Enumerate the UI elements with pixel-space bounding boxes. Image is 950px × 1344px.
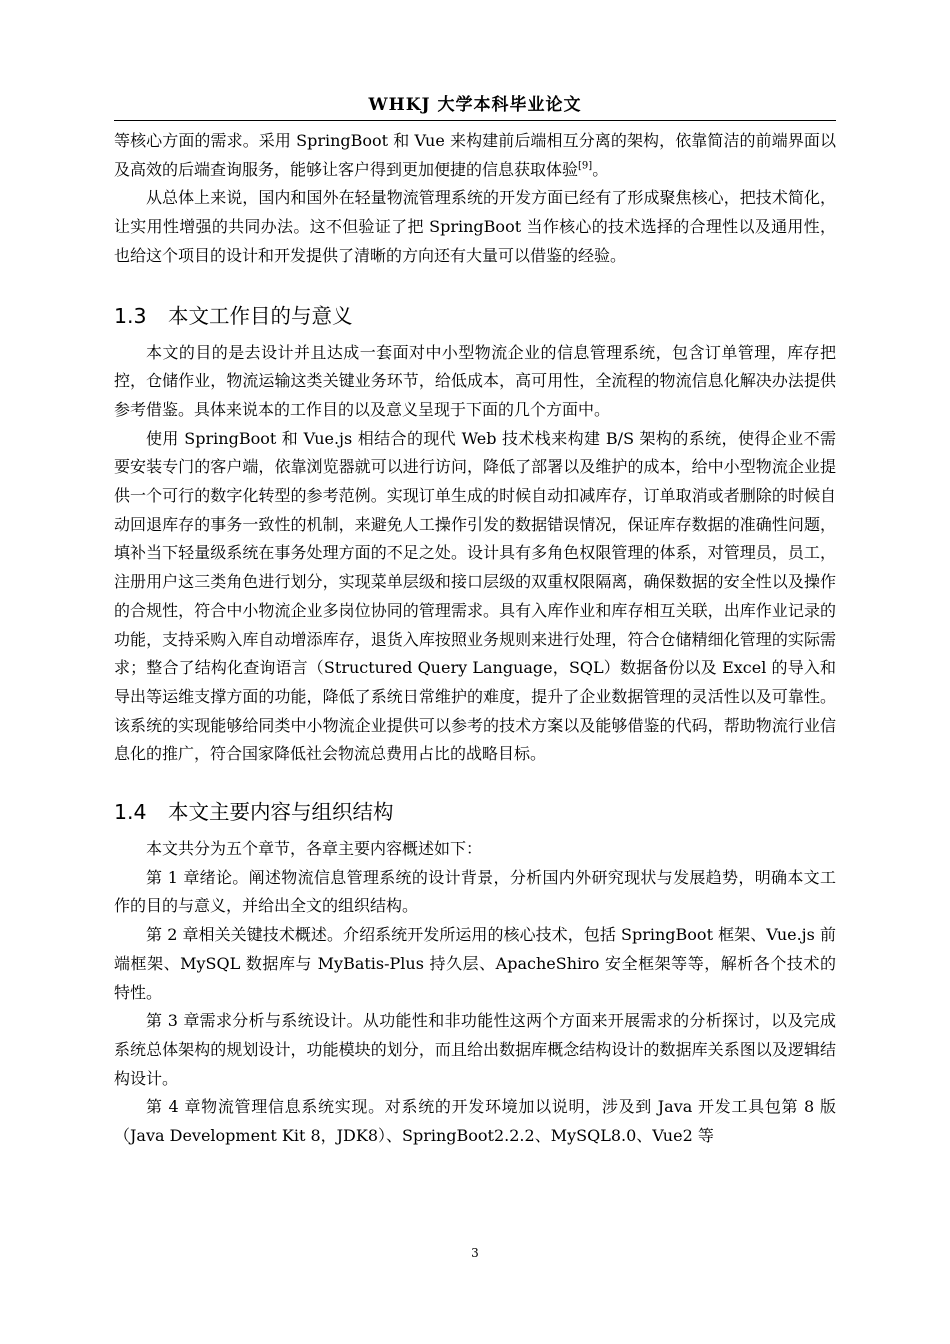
paragraph: 使用 SpringBoot 和 Vue.js 相结合的现代 Web 技术栈来构建 B/S 架构的系统，使得企业不需要安装专门的客户端，依靠浏览器就可以进行访问，降低了部署以及维护的成本，给中小型物流企业提供一个可行的数字化转型的参考范例。实现订单生成的时候自动扣减库存，订单取消或者删除的时候自动回退库存的事务一致性的机制，来避免人工操作引发的数据错误情况，保证库存数据的准确性问题，填补当下轻量级系统在事务处理方面的不足之处。设计具有多角色权限管理的体系，对管理员，员工，注册用户这三类角色进行划分，实现菜单层级和接口层级的双重权限隔离，确保数据的安全性以及操作的合规性，符合中小物流企业多岗位协同的管理需求。具有入库作业和库存相互关联，出库作业记录的功能，支持采购入库自动增添库存，退货入库按照业务规则来进行处理，符合仓储精细化管理的实际需求；整合了结构化查询语言（Structured Query Language，SQL）数据备份以及 Excel 的导入和导出等运维支撑方面的功能，降低了系统日常维护的难度，提升了企业数据管理的灵活性以及可靠性。该系统的实现能够给同类中小物流企业提供可以参考的技术方案以及能够借鉴的代码，帮助物流行业信息化的推广，符合国家降低社会物流总费用占比的战略目标。	[114, 428, 836, 764]
citation-ref: [9]	[578, 160, 593, 172]
paragraph-text-end: 。	[592, 159, 609, 179]
header-rule	[114, 120, 836, 121]
section-number: 1.4	[114, 800, 147, 825]
section-title: 本文工作目的与意义	[168, 303, 353, 328]
paragraph: 本文的目的是去设计并且达成一套面对中小型物流企业的信息管理系统，包含订单管理，库存把控，仓储作业，物流运输这类关键业务环节，给低成本，高可用性，全流程的物流信息化解决办法提供参考借鉴。具体来说本的工作目的以及意义呈现于下面的几个方面中。	[114, 342, 836, 419]
paragraph: 第 3 章需求分析与系统设计。从功能性和非功能性这两个方面来开展需求的分析探讨，以及完成系统总体架构的规划设计，功能模块的划分，而且给出数据库概念结构设计的数据库关系图以及逻辑结构设计。	[114, 1011, 836, 1088]
paragraph: 第 1 章绪论。阐述物流信息管理系统的设计背景，分析国内外研究现状与发展趋势，明确本文工作的目的与意义，并给出全文的组织结构。	[114, 867, 836, 916]
section-heading-1-4	[114, 798, 836, 826]
paragraph-text: 等核心方面的需求。采用 SpringBoot 和 Vue 来构建前后端相互分离的架构，依靠简洁的前端界面以及高效的后端查询服务，能够让客户得到更加便捷的信息获取体验	[114, 131, 836, 179]
section-heading-1-3	[114, 302, 836, 330]
paragraph	[114, 127, 836, 184]
paragraph: 第 2 章相关关键技术概述。介绍系统开发所运用的核心技术，包括 SpringBoot 框架、Vue.js 前端框架、MySQL 数据库与 MyBatis-Plus 持久层、ApacheShiro 安全框架等等，解析各个技术的特性。	[114, 925, 836, 1002]
paragraph: 从总体上来说，国内和国外在轻量物流管理系统的开发方面已经有了形成聚焦核心，把技术简化，让实用性增强的共同办法。这不但验证了把 SpringBoot 当作核心的技术选择的合理性以及通用性，也给这个项目的设计和开发提供了清晰的方向还有大量可以借鉴的经验。	[114, 188, 836, 265]
section-number: 1.3	[114, 303, 147, 328]
running-header: WHKJ 大学本科毕业论文	[368, 95, 582, 115]
paragraph: 本文共分为五个章节，各章主要内容概述如下：	[146, 839, 483, 859]
body-text	[114, 127, 836, 1151]
paragraph: 第 4 章物流管理信息系统实现。对系统的开发环境加以说明，涉及到 Java 开发工具包第 8 版（Java Development Kit 8，JDK8）、SpringBoot2.2.2、MySQL8.0、Vue2 等	[114, 1097, 836, 1146]
section-title: 本文主要内容与组织结构	[168, 800, 394, 825]
page-number: 3	[471, 1246, 479, 1260]
document-page	[114, 0, 836, 1344]
